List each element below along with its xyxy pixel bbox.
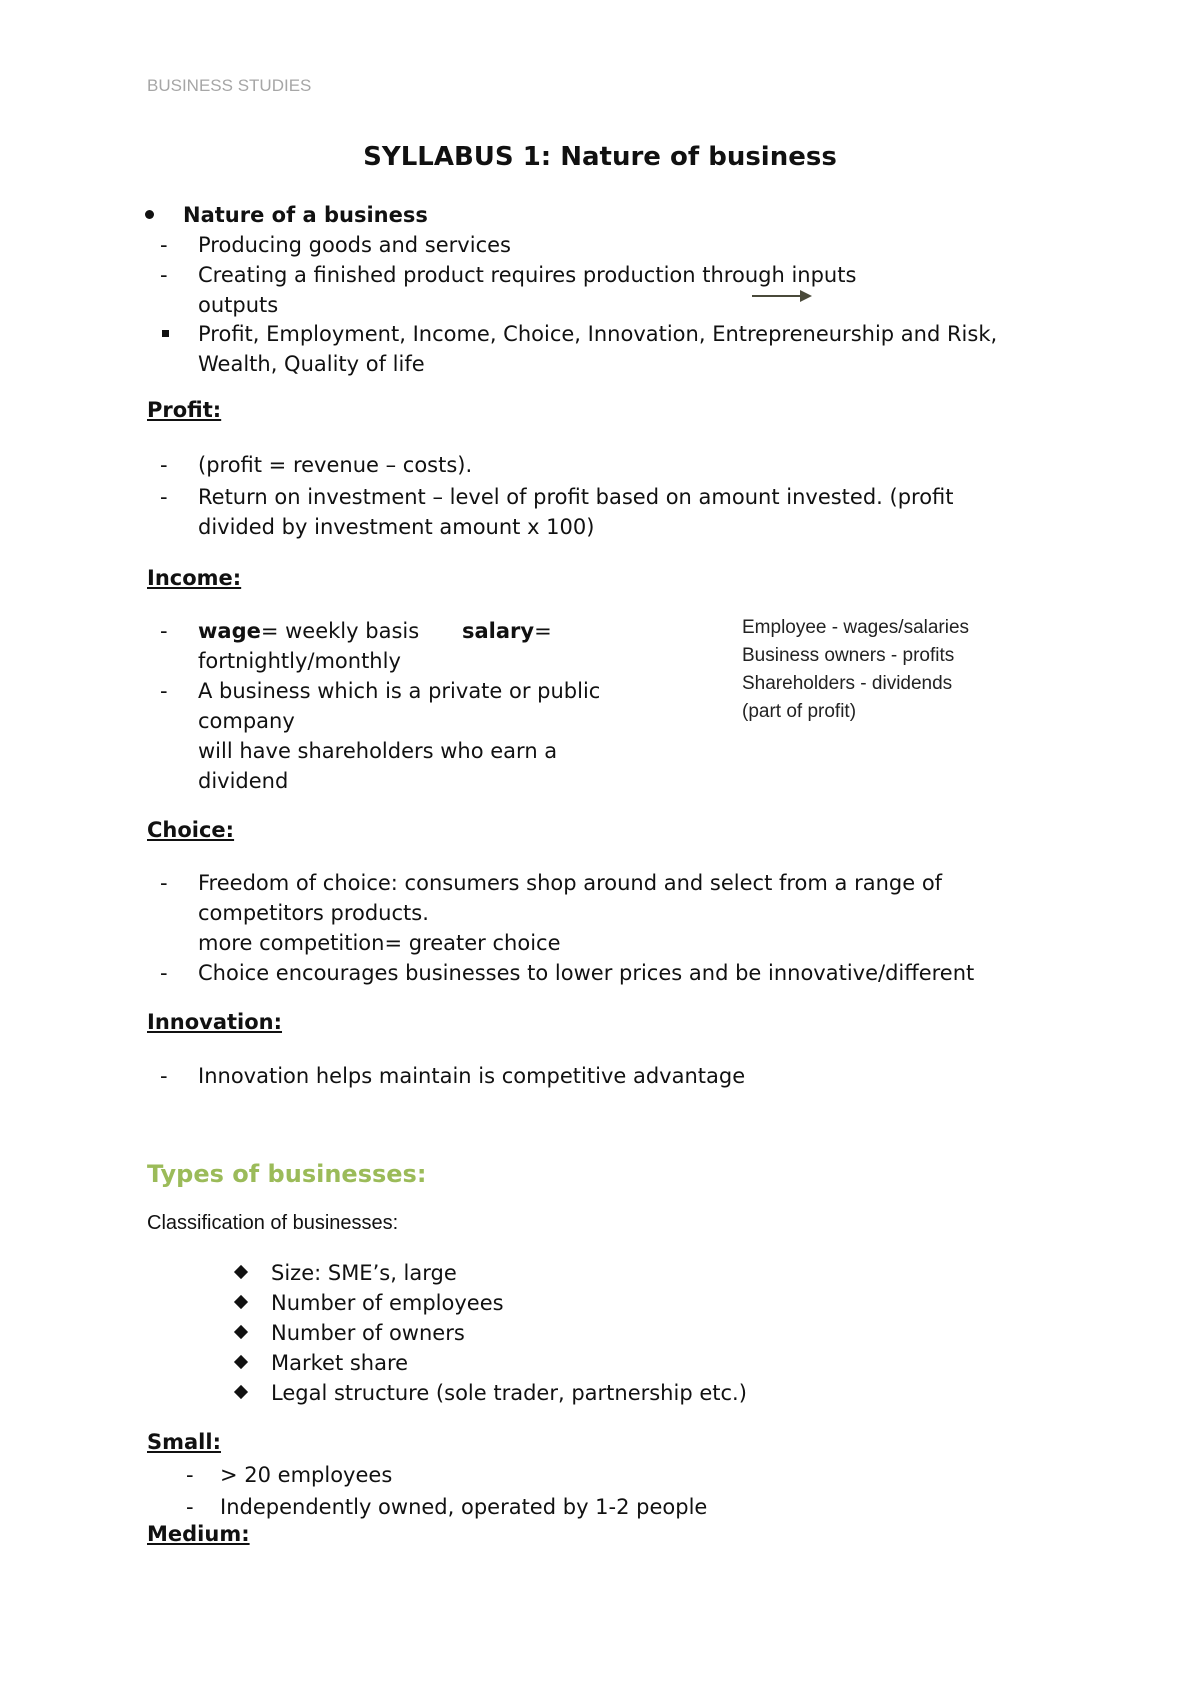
dash-icon: - — [186, 1495, 194, 1519]
dash-icon: - — [160, 961, 168, 985]
income-side-note — [742, 614, 969, 726]
diamond-bullet-icon — [234, 1355, 248, 1369]
income-line: fortnightly/monthly — [198, 649, 401, 673]
income-salary — [462, 616, 552, 646]
types-heading: Types of businesses: — [147, 1160, 427, 1188]
profit-item: Return on investment – level of profit based on amount invested. (profit — [198, 485, 954, 509]
profit-item: divided by investment amount x 100) — [198, 515, 595, 539]
dash-icon: - — [160, 263, 168, 287]
income-line: company — [198, 709, 295, 733]
small-heading: Small: — [147, 1430, 221, 1454]
types-item: Size: SME’s, large — [271, 1261, 457, 1285]
innovation-item: Innovation helps maintain is competitive advantage — [198, 1064, 746, 1088]
side-note-line: Business owners - profits — [742, 645, 955, 666]
nature-item: outputs — [198, 293, 279, 317]
diamond-bullet-icon — [234, 1265, 248, 1279]
side-note-line: Shareholders - dividends — [742, 673, 953, 694]
income-wage-line — [198, 616, 419, 646]
small-item: Independently owned, operated by 1-2 people — [220, 1495, 708, 1519]
income-heading: Income: — [147, 566, 242, 590]
salary-label: salary — [462, 619, 535, 643]
types-intro: Classification of businesses: — [147, 1212, 399, 1234]
profit-heading: Profit: — [147, 398, 222, 422]
page-title: SYLLABUS 1: Nature of business — [363, 142, 837, 172]
wage-label: wage — [198, 619, 261, 643]
arrow-right-icon — [752, 295, 802, 297]
nature-factors: Profit, Employment, Income, Choice, Innovation, Entrepreneurship and Risk, — [198, 322, 998, 346]
income-line: dividend — [198, 769, 289, 793]
side-note-line: Employee - wages/salaries — [742, 617, 970, 638]
dash-icon: - — [186, 1463, 194, 1487]
nature-item: Creating a finished product requires production through inputs — [198, 263, 857, 287]
nature-heading: Nature of a business — [183, 203, 428, 227]
square-bullet-icon — [162, 330, 169, 337]
side-note-line: (part of profit) — [742, 701, 857, 722]
round-bullet-icon — [145, 210, 154, 219]
medium-heading: Medium: — [147, 1522, 250, 1546]
income-line: A business which is a private or public — [198, 679, 601, 703]
choice-item: Choice encourages businesses to lower prices and be innovative/different — [198, 961, 975, 985]
diamond-bullet-icon — [234, 1325, 248, 1339]
types-item: Market share — [271, 1351, 409, 1375]
types-item: Number of owners — [271, 1321, 465, 1345]
small-item: > 20 employees — [220, 1463, 393, 1487]
choice-heading: Choice: — [147, 818, 235, 842]
dash-icon: - — [160, 1064, 168, 1088]
diamond-bullet-icon — [234, 1295, 248, 1309]
choice-item: more competition= greater choice — [198, 931, 561, 955]
salary-text: = — [534, 619, 552, 643]
dash-icon: - — [160, 485, 168, 509]
types-item: Legal structure (sole trader, partnership etc.) — [271, 1381, 747, 1405]
diamond-bullet-icon — [234, 1385, 248, 1399]
dash-icon: - — [160, 871, 168, 895]
page-header: BUSINESS STUDIES — [147, 76, 312, 95]
arrow-head-icon — [800, 290, 812, 302]
innovation-heading: Innovation: — [147, 1010, 283, 1034]
dash-icon: - — [160, 619, 168, 643]
choice-item: Freedom of choice: consumers shop around and select from a range of — [198, 871, 943, 895]
choice-item: competitors products. — [198, 901, 429, 925]
nature-factors: Wealth, Quality of life — [198, 352, 425, 376]
income-line: will have shareholders who earn a — [198, 739, 558, 763]
dash-icon: - — [160, 233, 168, 257]
wage-text: = weekly basis — [260, 619, 420, 643]
dash-icon: - — [160, 453, 168, 477]
nature-item: Producing goods and services — [198, 233, 511, 257]
dash-icon: - — [160, 679, 168, 703]
profit-item: (profit = revenue – costs). — [198, 453, 473, 477]
types-item: Number of employees — [271, 1291, 504, 1315]
